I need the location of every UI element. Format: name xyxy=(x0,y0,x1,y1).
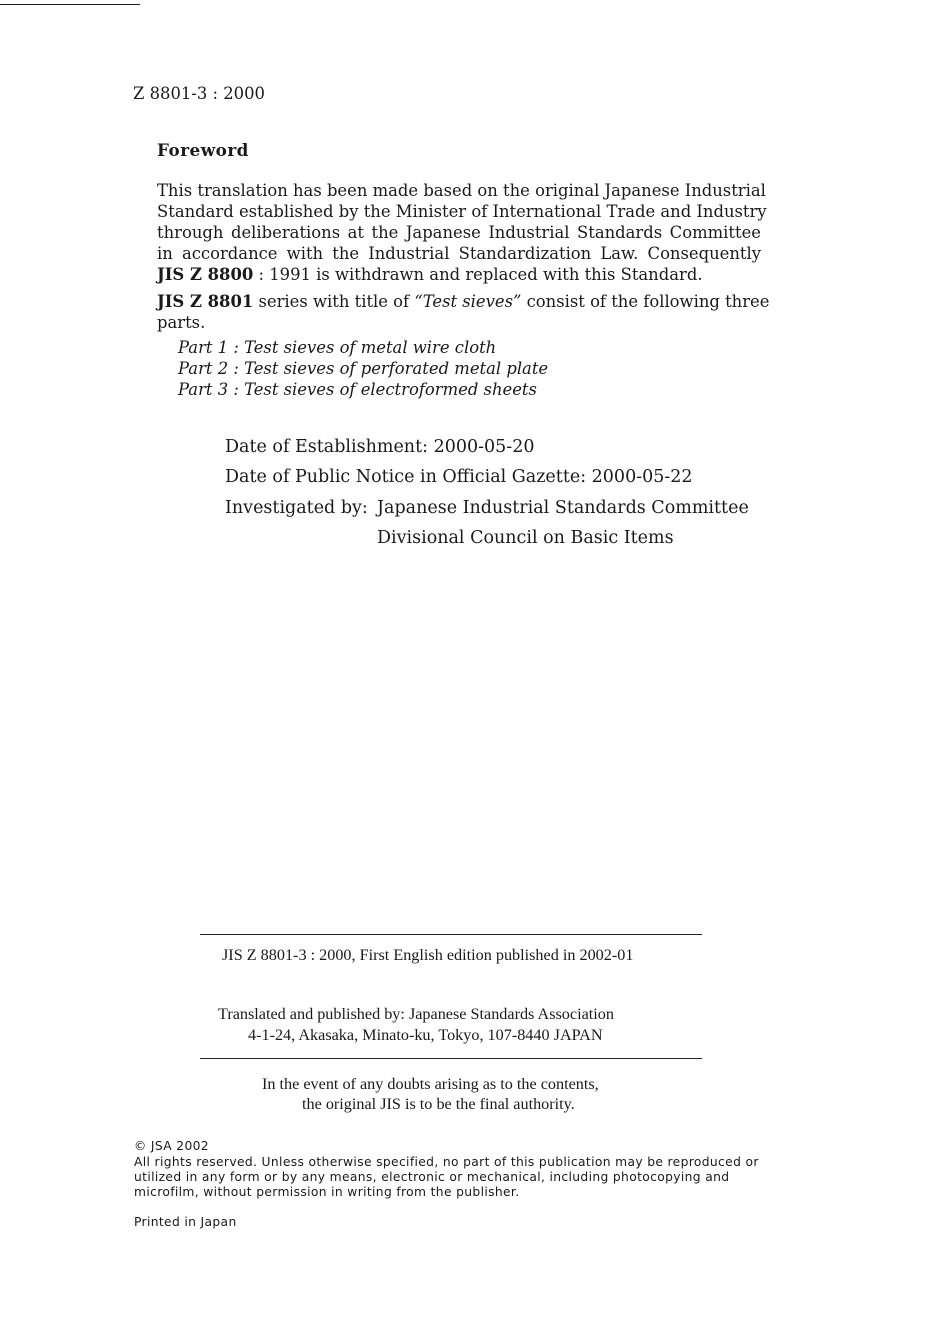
foreword-paragraph xyxy=(157,180,767,285)
parts-list xyxy=(178,337,548,400)
paragraph-line: Standard established by the Minister of International Trade and Industry xyxy=(157,202,767,221)
rights-line: utilized in any form or by any means, electronic or mechanical, including photocopying and xyxy=(134,1170,730,1184)
rights-text xyxy=(134,1155,759,1200)
paragraph-line: through deliberations at the Japanese Industrial Standards Committee xyxy=(157,223,761,242)
part-item: Part 2 : Test sieves of perforated metal plate xyxy=(178,359,549,378)
withdrawn-standard: JIS Z 8800 xyxy=(157,265,254,284)
rights-line: All rights reserved. Unless otherwise specified, no part of this publication may be reproduced or xyxy=(134,1155,759,1169)
date-establishment: Date of Establishment: 2000-05-20 xyxy=(225,437,535,457)
series-end: parts. xyxy=(157,313,206,332)
rights-line: microfilm, without permission in writing from the publisher. xyxy=(134,1185,520,1199)
series-mid: series with title of xyxy=(253,292,415,311)
doubts-line-1: In the event of any doubts arising as to the contents, xyxy=(262,1075,599,1093)
withdrawn-rest: : 1991 is withdrawn and replaced with this Standard. xyxy=(253,265,703,284)
doubts-line-2: the original JIS is to be the final authority. xyxy=(302,1095,575,1113)
publication-bottom-rule xyxy=(200,1058,702,1059)
investigated-line-1: Japanese Industrial Standards Committee xyxy=(377,498,749,518)
part-item: Part 3 : Test sieves of electroformed sheets xyxy=(178,380,537,399)
printed-in: Printed in Japan xyxy=(134,1215,237,1229)
withdrawn-line xyxy=(157,264,761,285)
series-line xyxy=(157,291,770,312)
foreword-heading: Foreword xyxy=(157,140,249,160)
publisher-line: Translated and published by: Japanese Standards Association xyxy=(218,1005,614,1023)
investigated-label: Investigated by: xyxy=(225,498,368,518)
series-paragraph xyxy=(157,291,770,333)
address-line: 4-1-24, Akasaka, Minato-ku, Tokyo, 107-8440 JAPAN xyxy=(248,1026,603,1044)
document-designation: Z 8801-3 : 2000 xyxy=(133,84,265,103)
edition-line: JIS Z 8801-3 : 2000, First English edition published in 2002-01 xyxy=(222,946,634,964)
copyright-notice: © JSA 2002 xyxy=(134,1139,209,1153)
date-public-notice: Date of Public Notice in Official Gazette: 2000-05-22 xyxy=(225,467,693,487)
series-title: “Test sieves” xyxy=(414,292,522,311)
investigated-line-2: Divisional Council on Basic Items xyxy=(377,528,674,548)
part-item: Part 1 : Test sieves of metal wire cloth xyxy=(178,338,497,357)
paragraph-line: in accordance with the Industrial Standardization Law. Consequently xyxy=(157,244,761,263)
series-standard: JIS Z 8801 xyxy=(157,292,254,311)
top-rule xyxy=(0,4,140,5)
publication-top-rule xyxy=(200,934,702,935)
series-rest: consist of the following three xyxy=(521,292,770,311)
paragraph-line: This translation has been made based on the original Japanese Industrial xyxy=(157,181,766,200)
